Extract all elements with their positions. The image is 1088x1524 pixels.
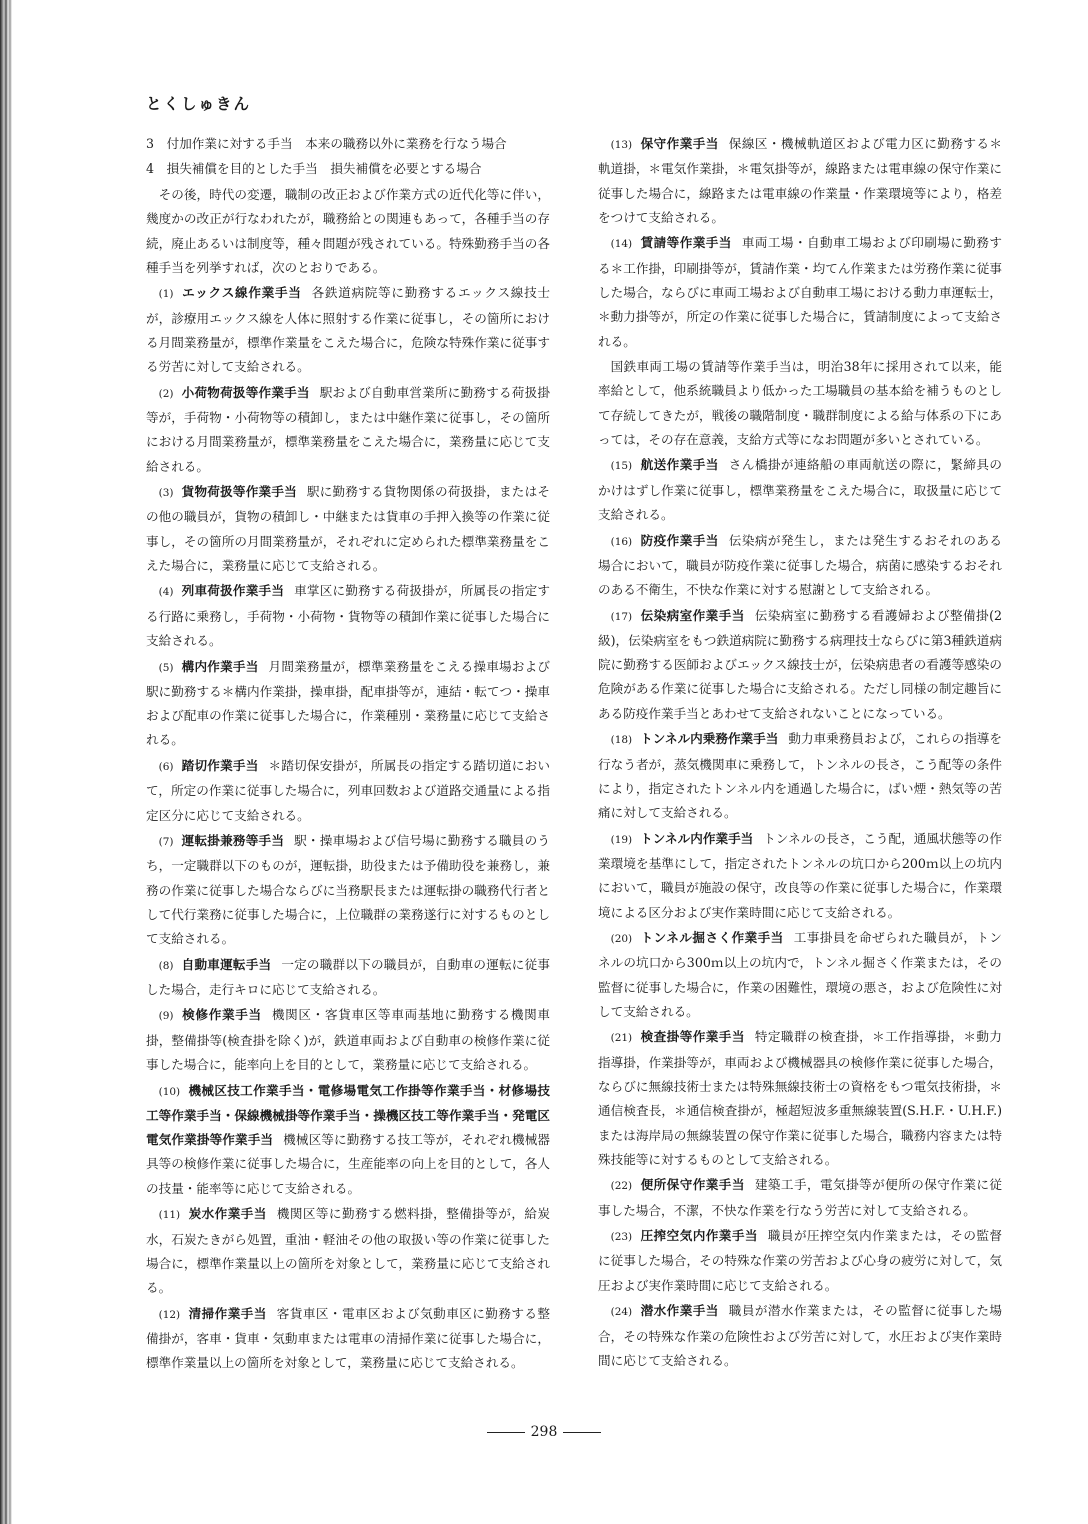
entry-term: 清掃作業手当: [188, 1305, 267, 1321]
entry-term: 小荷物荷扱等作業手当: [181, 384, 310, 400]
allowance-entry: [598, 604, 1002, 726]
entry-text: 一定の職群以下の職員が，自動車の運転に従事した場合，走行キロに応じて支給される。: [146, 956, 550, 997]
entry-text: 機関区・客貨車区等車両基地に勤務する機関車掛，整備掛等(検査掛を除く)が，鉄道車両および自動車の検修作業に従事した場合に，能率向上を目的として，業務量に応じて支給される。: [146, 1007, 550, 1073]
entry-number: (6): [158, 760, 174, 773]
entry-number: (13): [610, 139, 633, 151]
paragraph-text: 4 損失補償を目的とした手当 損失補償を必要とする場合: [146, 161, 482, 177]
entry-number: (16): [610, 535, 633, 548]
entry-number: (7): [158, 836, 174, 848]
entry-number: (1): [158, 288, 174, 301]
entry-term: 検修作業手当: [181, 1007, 262, 1023]
allowance-entry: [598, 231, 1002, 353]
entry-text: 機関区等に勤務する燃料掛，整備掛等が，給炭水，石炭たきがら処置，重油・軽油その他の取扱い等の作業に従事した場合に，標準作業量以上の箇所を対象として，業務量に応じて支給される。: [146, 1206, 550, 1296]
entry-number: (2): [158, 387, 174, 400]
entry-text: 工事掛員を命ぜられた職員が，トンネルの坑口から300ｍ以上の坑内で，トンネル掘さく作業または，その監督に従事した場合に，作業の困難性，環境の悪さ，および危険性に対して支給される。: [598, 930, 1002, 1019]
entry-number: (14): [610, 238, 633, 251]
allowance-entry: [146, 480, 550, 578]
entry-term: 検査掛等作業手当: [640, 1029, 745, 1045]
entry-number: (18): [610, 734, 633, 747]
entry-text: 駅に勤務する貨物関係の荷扱掛，またはその他の職員が，貨物の積卸し・中継または貨車の手押入換等の作業に従事し，その箇所の月間業務量が，それぞれに定められた標準業務量をこえた場合に，業務量に応じて支給される。: [146, 484, 550, 573]
allowance-entry: [146, 953, 550, 1003]
folio-dash-left: [487, 1432, 525, 1433]
entry-text: さん橋掛が連絡船の車両航送の際に，緊締具のかけはずし作業に従事し，標準業務量をこえた場合に，取扱量に応じて支給される。: [598, 457, 1002, 523]
paragraph: [146, 183, 550, 280]
allowance-entry: [146, 754, 550, 828]
entry-term: 防疫作業手当: [640, 532, 719, 548]
entry-text: 駅・操車場および信号場に勤務する職員のうち，一定職群以下のものが，運転掛，助役または予備助役を兼務し，兼務の作業に従事した場合ならびに当務駅長または運転掛の職務代行者として代行業務に従事した場合に，上位職群の業務遂行に対するものとして支給される。: [146, 833, 550, 947]
entry-number: (22): [610, 1180, 633, 1193]
entry-term: 伝染病室作業手当: [640, 607, 745, 623]
allowance-entry: [598, 1299, 1002, 1373]
entry-number: (12): [158, 1308, 181, 1321]
allowance-entry: [146, 655, 550, 753]
entry-text: 駅および自動車営業所に勤務する荷扱掛等が，手荷物・小荷物等の積卸し，または中継作業に従事し，その箇所における月間業務量が，標準業務量をこえた場合に，業務量に応じて支給される。: [146, 384, 550, 474]
entry-text: 特定職群の検査掛，＊工作指導掛，＊動力指導掛，作業掛等が，車両および機械器具の検修作業に従事した場合，ならびに無線技術士または特殊無線技術士の資格をもつ電気技術掛，＊通信検査長，＊通信検査掛が，極超短波多重無線装置(S.H.F.・U.H.F.)または海岸局の無線装置の保守作業に従事した場合，職務内容または特殊技能等に対するものとして支給される。: [598, 1029, 1002, 1167]
paragraph-text: 3 付加作業に対する手当 本来の職務以外に業務を行なう場合: [146, 136, 507, 151]
entry-term: 機械区技工作業手当・電修場電気工作掛等作業手当・材修場技工等作業手当・保線機械掛等作業手当・操機区技工等作業手当・発電区電気作業掛等作業手当: [146, 1082, 550, 1148]
allowance-entry: [146, 1003, 550, 1077]
entry-text: トンネルの長さ，こう配，通風状態等の作業環境を基準にして，指定されたトンネルの坑口から200ｍ以上の坑内において，職員が施設の保守，改良等の作業に従事した場合に，作業環境による区分および実作業時間に応じて支給される。: [598, 830, 1002, 920]
entry-text: 動力車乗務員および，これらの指導を行なう者が，蒸気機関車に乗務して，トンネルの長さ，こう配等の条件により，指定されたトンネル内を通過した場合に，ばい煙・熱気等の苦痛に対して支給される。: [598, 731, 1002, 821]
entry-number: (11): [158, 1209, 181, 1222]
entry-number: (3): [158, 487, 174, 500]
entry-number: (23): [610, 1231, 633, 1244]
paragraph: [598, 355, 1002, 452]
entry-term: エックス線作業手当: [181, 285, 302, 301]
allowance-entry: [598, 453, 1002, 527]
entry-text: ＊踏切保安掛が，所属長の指定する踏切道において，所定の作業に従事した場合に，列車回数および道路交通量による指定区分に応じて支給される。: [146, 757, 550, 823]
paragraph: [146, 157, 550, 181]
entry-term: 航送作業手当: [640, 457, 719, 473]
right-column: [598, 132, 1002, 1422]
entry-term: 炭水作業手当: [188, 1206, 267, 1222]
book-spine-edge: [0, 0, 12, 1524]
entry-text: 建築工手，電気掛等が便所の保守作業に従事した場合，不潔，不快な作業を行なう労苦に対して支給される。: [598, 1177, 1002, 1218]
allowance-entry: [598, 1173, 1002, 1223]
entry-term: 賃請等作業手当: [640, 235, 732, 251]
entry-text: 車掌区に勤務する荷扱掛が，所属長の指定する行路に乗務し，手荷物・小荷物・貨物等の積卸作業に従事した場合に支給される。: [146, 583, 550, 649]
allowance-entry: [598, 727, 1002, 825]
allowance-entry: [598, 1374, 1002, 1399]
entry-text: 職員が潜水作業または，その監督に従事した場合，その特殊な作業の危険性および労苦に対して，水圧および実作業時間に応じて支給される。: [598, 1303, 1002, 1368]
paragraph-text: その後，時代の変遷，職制の改正および作業方式の近代化等に伴い，幾度かの改正が行なわれたが，職務給との関連もあって，各種手当の存続，廃止あるいは制度等，種々問題が残されている。特殊勤務手当の各種手当を列挙すれば，次のとおりである。: [146, 186, 550, 275]
page-folio: [0, 1424, 1088, 1440]
entry-text: 保線区・機械軌道区および電力区に勤務する＊軌道掛，＊電気作業掛，＊電気掛等が，線路または電車線の保守作業に従事した場合に，線路または電車線の作業量・作業環境等により，格差をつけて支給される。: [598, 136, 1002, 225]
entry-text: 客貨車区・電車区および気動車区に勤務する整備掛が，客車・貨車・気動車または電車の清掃作業に従事した場合に，標準作業量以上の箇所を対象として，業務量に応じて支給される。: [146, 1305, 550, 1371]
entry-number: (4): [158, 586, 174, 599]
entry-term: 構内作業手当: [181, 658, 259, 674]
entry-term: 自動車運転手当: [181, 956, 272, 972]
paragraph: [146, 132, 550, 156]
entry-number: (17): [610, 610, 633, 623]
entry-text: 車両工場・自動車工場および印刷場に勤務する＊工作掛，印刷掛等が，賃請作業・均てん作業または労務作業に従事した場合，ならびに車両工場および自動車工場における動力車運転士，＊動力掛等が，所定の作業に従事した場合に，賃請制度によって支給される。: [598, 235, 1002, 349]
allowance-entry: [146, 579, 550, 653]
allowance-entry: [146, 1302, 550, 1376]
allowance-entry: [146, 381, 550, 479]
entry-text: 機械区等に勤務する技工等が，それぞれ機械器具等の検修作業に従事した場合に，生産能率の向上を目的として，各人の技量・能率等に応じて支給される。: [146, 1132, 550, 1196]
entry-text: 各鉄道病院等に勤務するエックス線技士が，診療用エックス線を人体に照射する作業に従事し，その箇所における月間業務量が，標準作業量をこえた場合に，危険な特殊作業に従事する労苦に対して支給される。: [146, 285, 550, 375]
allowance-entry: [146, 1202, 550, 1300]
allowance-entry: [146, 829, 550, 951]
entry-number: (9): [158, 1010, 174, 1023]
entry-term: 便所保守作業手当: [640, 1177, 745, 1193]
allowance-entry: [146, 1079, 550, 1201]
entry-number: (10): [158, 1085, 181, 1098]
left-column: [146, 132, 550, 1422]
paragraph-text: 国鉄車両工場の賃請等作業手当は，明治38年に採用されて以来，能率給として，他系統職員より低かった工場職員の基本給を補うものとして存続してきたが，戦後の職階制度・職群制度による給与体系の下にあっては，その存在意義，支給方式等になお問題が多いとされている。: [598, 359, 1002, 447]
allowance-entry: [598, 132, 1002, 230]
entry-number: (15): [610, 460, 633, 473]
entry-term: 運転掛兼務等手当: [181, 833, 285, 848]
entry-term: 貨物荷扱等作業手当: [181, 484, 297, 500]
entry-term: トンネル内作業手当: [640, 830, 754, 846]
allowance-entry: [598, 529, 1002, 603]
entry-number: (20): [610, 933, 633, 945]
allowance-entry: [146, 281, 550, 379]
entry-text: 伝染病室に勤務する看護婦および整備掛(2級)，伝染病室をもつ鉄道病院に勤務する病理技士ならびに第3種鉄道病院に勤務する医師およびエックス線技士が，伝染病患者の看護等感染の危険がある作業に従事した場合に支給される。ただし同様の制定趣旨にある防疫作業手当とあわせて支給されないことになっている。: [598, 607, 1002, 721]
allowance-entry: [598, 1224, 1002, 1298]
entry-term: 圧搾空気内作業手当: [640, 1228, 758, 1244]
entry-term: トンネル内乗務作業手当: [640, 731, 779, 747]
folio-dash-right: [563, 1432, 601, 1433]
entry-number: (24): [610, 1306, 633, 1319]
page-number: 298: [530, 1424, 558, 1440]
entry-number: (5): [158, 661, 174, 674]
entry-term: 列車荷扱作業手当: [181, 583, 285, 599]
entry-text: 伝染病が発生し，または発生するおそれのある場合において，職員が防疫作業に従事した場合，病菌に感染するおそれのある不衛生，不快な作業に対する慰謝として支給される。: [598, 532, 1002, 598]
entry-term: トンネル掘さく作業手当: [640, 930, 784, 945]
entry-number: (8): [158, 959, 174, 972]
entry-number: (19): [610, 833, 633, 846]
entry-text: 月間業務量が，標準業務量をこえる操車場および駅に勤務する＊構内作業掛，操車掛，配車掛等が，連結・転てつ・操車および配車の作業に従事した場合に，作業種別・業務量に応じて支給される。: [146, 658, 550, 748]
entry-term: 潜水作業手当: [640, 1303, 719, 1319]
allowance-entry: [598, 926, 1002, 1024]
running-head: とくしゅきん: [146, 95, 252, 113]
entry-term: 保守作業手当: [640, 136, 719, 151]
allowance-entry: [598, 827, 1002, 925]
entry-number: (21): [610, 1032, 633, 1045]
allowance-entry: [598, 1025, 1002, 1172]
entry-term: 踏切作業手当: [181, 757, 259, 773]
entry-text: 職員が圧搾空気内作業または，その監督に従事した場合，その特殊な作業の労苦および心身の疲労に対して，気圧および実作業時間に応じて支給される。: [598, 1228, 1002, 1293]
